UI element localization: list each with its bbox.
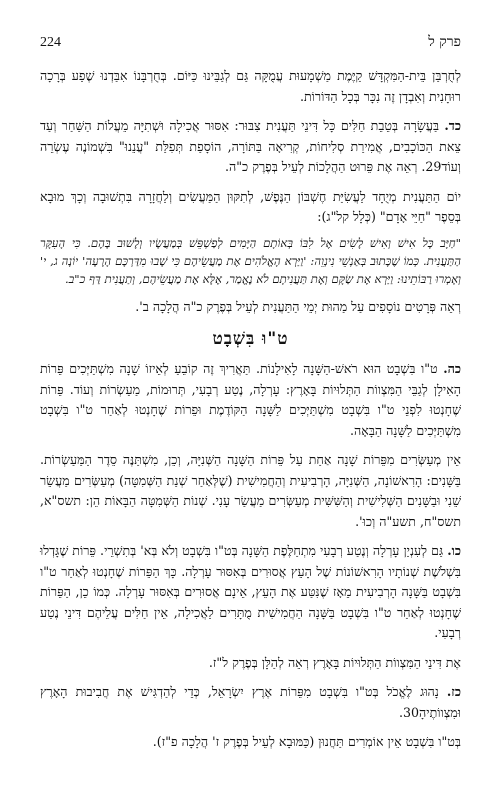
paragraph	[40, 187, 461, 228]
halacha-number: כז.	[446, 684, 461, 699]
paragraph	[40, 450, 461, 532]
paragraph	[40, 116, 461, 178]
paragraph-text: יוֹם הַתַּעֲנִית מְיֻחָד לַעֲשִׂיַּת חֶשְׁבּוֹן הַנֶּפֶשׁ, לְתִקּוּן הַמַּעֲשִׂים וְלַחֲזָרָה בִּתְשׁוּבָה וְכָךְ מוּבָא בְּסֵפֶר "חַיֵּי אָדָם" (כְּלָל קל"ג):	[40, 188, 461, 224]
paragraph-text: בְּט"ו בִּשְׁבָט אֵין אוֹמְרִים תַּחֲנוּן (כַּמּוּבָא לְעֵיל בְּפֶרֶק ז' הֲלָכָה פ"ז).	[152, 734, 461, 749]
quoted-passage: "חַיָּב כָּל אִישׁ וְאִישׁ לָשִׂים אֶל לִבּוֹ בְּאוֹתָם הַיָּמִים לְפַשְׁפֵּשׁ בְּמַעֲשָׂיו וְלָשׁוּב בָּהֶם. כִּי הָעִקָּר הַתַּעֲנִית. כְּמוֹ שֶׁכָּתוּב בְּאַנְשֵׁי נִינְוֵה: 'וַיַּרְא הָאֱלֹהִים אֶת מַעֲשֵׂיהֶם כִּי שָׁבוּ מִדַּרְכָּם הָרָעָה' יוֹנָה ג, י' וְאָמְרוּ רַבּוֹתֵינוּ: וַיַּרְא אֶת שַׂקָּם וְאֶת תַּעֲנִיתָם לֹא נֶאֱמַר, אֶלָּא אֶת מַעֲשֵׂיהֶם, וְתַעֲנִית דַּף כ"ב.	[40, 235, 461, 286]
paragraph-text: נָהוּג לֶאֱכֹל בְּט"ו בִּשְׁבָט מִפֵּרוֹת אֶרֶץ יִשְׂרָאֵל, כְּדֵי לְהַדְגִּישׁ אֶת חֲבִיבוּת הָאָרֶץ וּמִצְווֹתֶיהָ30.	[40, 684, 461, 720]
paragraph-text: אֶת דִּינֵי הַמִּצְווֹת הַתְּלוּיוֹת בָּאָרֶץ רְאֵה לְהַלָּן בְּפֶרֶק ל"ז.	[208, 654, 461, 670]
page-header	[40, 34, 461, 51]
paragraph-text: אֵין מְעַשְּׂרִים מִפֵּרוֹת שָׁנָה אַחַת עַל פֵּרוֹת הַשָּׁנָה הַשְּׁנִיָּה, וְכֵן, מִשְׁתַּנֶּה סֵדֶר הַמַּעַשְׂרוֹת. בַּשָּׁנִים: הָרִאשׁוֹנָה, הַשְּׁנִיָּה, הָרְבִיעִית וְהַחֲמִישִׁית (שֶׁלְּאַחַר שְׁנַת הַשְּׁמִטָּה) מְעַשְּׂרִים מַעֲשֵׂר שֵׁנִי וּבַשָּׁנִים הַשְּׁלִישִׁית וְהַשִּׁשִּׁית מְעַשְּׂרִים מַעֲשַׂר עָנִי. שְׁנוֹת הַשְּׁמִטָּה הַבָּאוֹת הֵן: תשס"א, תשס"ח, תשע"ה וְכוּ'.	[40, 452, 461, 529]
chapter-label: פרק ל	[428, 34, 461, 50]
paragraph	[40, 359, 461, 441]
paragraph	[40, 653, 461, 674]
halacha-number: כד.	[444, 118, 461, 133]
section-title: ט"וּ בִּשְׁבָט	[212, 329, 289, 349]
paragraph-text: בַּעֲשָׂרָה בְּטֵבֵת חַלִּים כָּל דִּינֵי תַּעֲנִית צִבּוּר: אִסּוּר אֲכִילָה וּשְׁתִיָּה מֵעֲלוֹת הַשַּׁחַר וְעַד צֵאת הַכּוֹכָבִים, אֲמִירַת סְלִיחוֹת, קְרִיאָה בַּתּוֹרָה, הוֹסָפַת תְּפִלַּת "עֲנֵנוּ" בִּשְׁמוֹנֶה עֶשְׂרֵה וְעוֹד29. רְאֵה אֶת פֵּרוּט הַהֲלָכוֹת לְעֵיל בְּפֶרֶק כ"ה.	[40, 118, 461, 174]
paragraph-text: גַּם לְעִנְיַן עָרְלָה וְנֶטַע רְבָעִי מִתְחַלֶּפֶת הַשָּׁנָה בְּט"ו בִּשְׁבָט וְלֹא בְּא' בְּתִשְׁרֵי. פֵּרוֹת שֶׁגָּדְלוּ בִּשְׁלֹשֶׁת שְׁנוֹתָיו הָרִאשׁוֹנוֹת שֶׁל הָעֵץ אֲסוּרִים בְּאִסּוּר עָרְלָה. כָּךְ הַפֵּרוֹת שֶׁחָנְטוּ לְאַחַר ט"ו בִּשְׁבָט בַּשָּׁנָה הָרְבִיעִית מֵאָז שֶׁנִּטַּע אֶת הָעֵץ, אֵינָם אֲסוּרִים בְּאִסּוּר עָרְלָה. כְּמוֹ כֵן, הַפֵּרוֹת שֶׁחָנְטוּ לְאַחַר ט"ו בִּשְׁבָט בַּשָּׁנָה הַחֲמִישִׁית מֻתָּרִים לַאֲכִילָה, אֵין חַלִּים עֲלֵיהֶם דִּינֵי נֶטַע רְבָעִי.	[40, 543, 461, 640]
paragraph	[40, 732, 461, 753]
paragraph: רְאֵה פְּרָטִים נוֹסָפִים עַל מַהוּת יְמֵי הַתַּעֲנִית לְעֵיל בְּפֶרֶק כ"ה הֲלָכָה ב'.	[135, 298, 461, 314]
halacha-number: כו.	[447, 543, 461, 558]
paragraph	[40, 541, 461, 644]
paragraph	[40, 682, 461, 723]
paragraph-text: ט"ו בִּשְׁבָט הוּא רֹאשׁ-הַשָּׁנָה לָאִילָנוֹת. תַּאֲרִיךְ זֶה קוֹבֵעַ לְאֵיזוֹ שָׁנָה מִשְׁתַּיְּכִים פֵּרוֹת הָאִילָן לְגַבֵּי הַמִּצְווֹת הַתְּלוּיוֹת בָּאָרֶץ: עָרְלָה, נֶטַע רְבָעִי, תְּרוּמוֹת, מַעַשְׂרוֹת וְעוֹד. פֵּרוֹת שֶׁחָנְטוּ לִפְנֵי ט"ו בִּשְׁבָט מִשְׁתַּיְּכִים לַשָּׁנָה הַקּוֹדֶמֶת וּפֵרוֹת שֶׁחָנְטוּ לְאַחַר ט"ו בִּשְׁבָט מִשְׁתַּיְּכִים לַשָּׁנָה הַבָּאָה.	[40, 361, 461, 438]
page-number: 224	[40, 35, 61, 50]
page-body	[40, 66, 461, 762]
paragraph	[40, 66, 461, 107]
halacha-number: כה.	[443, 361, 461, 376]
paragraph-text: לְחֻרְבַּן בֵּית-הַמִּקְדָּשׁ קַיֶּמֶת מַשְׁמָעוּת עֲמֻקָּה גַּם לְגַבֵּינוּ כַּיּוֹם. בְּחֻרְבָּנוֹ אִבַּדְנוּ שֶׁפַע בְּרָכָה רוּחָנִית וְאִבְדָן זֶה נִכָּר בְּכָל הַדּוֹרוֹת.	[40, 68, 461, 104]
